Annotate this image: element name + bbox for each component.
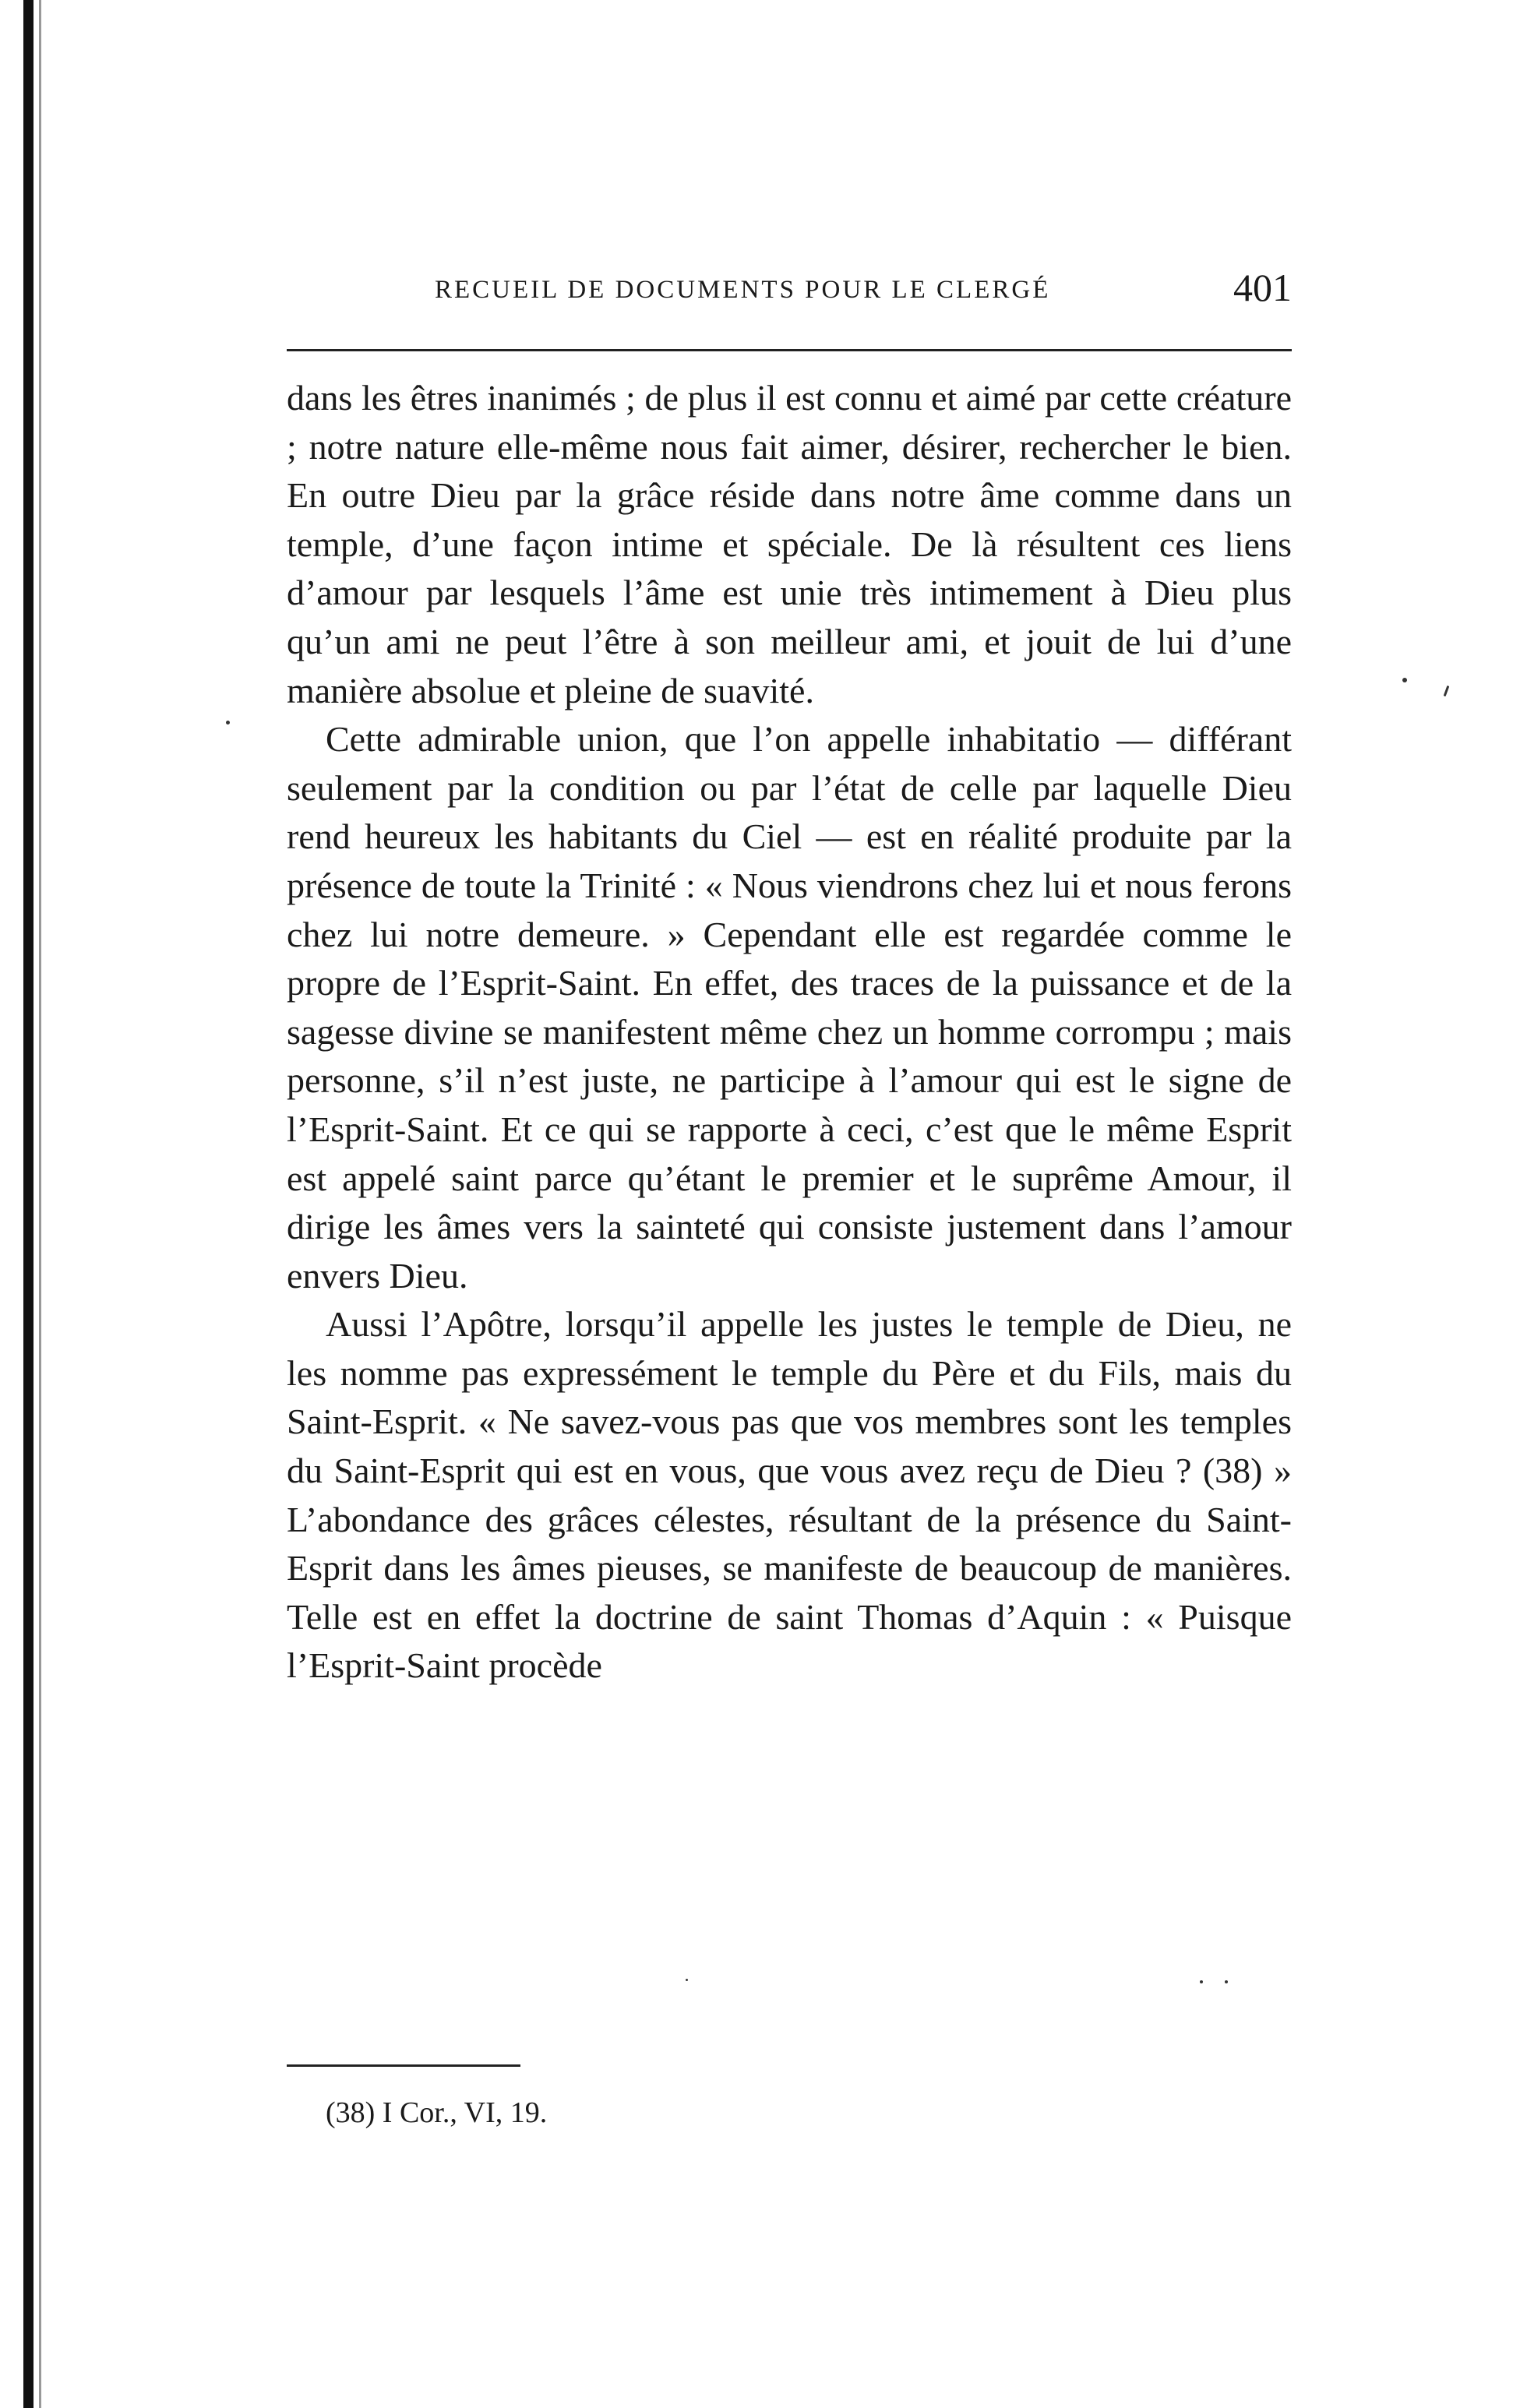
print-speck — [686, 1979, 688, 1981]
print-speck — [1200, 1980, 1203, 1983]
book-page — [287, 265, 1292, 2129]
paragraph-1: dans les êtres inanimés ; de plus il est connu et aimé par cette créature ; notre nature elle-même nous fait aimer, désirer, rechercher le bien. En outre Dieu par la grâce réside dans notre âme comme dans un temple, d’une façon intime et spéciale. De là résultent ces liens d’amour par lesquels l’âme est unie très intimement à Dieu plus qu’un ami ne peut l’être à son meilleur ami, et jouit de lui d’une manière absolue et pleine de suavité. — [287, 378, 1292, 710]
running-title: RECUEIL DE DOCUMENTS POUR LE CLERGÉ — [435, 276, 1051, 304]
print-speck — [1225, 1980, 1228, 1983]
paragraph-3: Aussi l’Apôtre, lorsqu’il appelle les justes le temple de Dieu, ne les nomme pas expressément le temple du Père et du Fils, mais du Saint-Esprit. « Ne savez-vous pas que vos membres sont les temples du Saint-Esprit qui est en vous, que vous avez reçu de Dieu ? (38) » L’abondance des grâces célestes, résultant de la présence du Saint-Esprit dans les âmes pieuses, se manifeste de beaucoup de manières. Telle est en effet la doctrine de saint Thomas d’Aquin : « Puisque l’Esprit-Saint procède — [287, 1304, 1292, 1686]
print-speck — [1444, 686, 1450, 696]
binding-edge — [23, 0, 34, 2408]
running-head — [287, 265, 1292, 327]
header-rule — [287, 349, 1292, 351]
binding-shadow — [39, 0, 41, 2408]
print-speck — [1402, 678, 1407, 682]
footnote: (38) I Cor., VI, 19. — [326, 2096, 548, 2129]
page-number: 401 — [1233, 266, 1292, 309]
footnote-rule — [287, 2064, 520, 2067]
print-speck — [226, 721, 230, 725]
body-text — [287, 374, 1292, 1691]
paragraph-2: Cette admirable union, que l’on appelle inhabitatio — différant seulement par la condition ou par l’état de celle par laquelle Dieu rend heureux les habitants du Ciel — est en réalité produite par la présence de toute la Trinité : « Nous viendrons chez lui et nous ferons chez lui notre demeure. » Cependant elle est regardée comme le propre de l’Esprit-Saint. En effet, des traces de la puissance et de la sagesse divine se manifestent même chez un homme corrompu ; mais personne, s’il n’est juste, ne participe à l’amour qui est le signe de l’Esprit-Saint. Et ce qui se rapporte à ceci, c’est que le même Esprit est appelé saint parce qu’étant le premier et le suprême Amour, il dirige les âmes vers la sainteté qui consiste justement dans l’amour envers Dieu. — [287, 719, 1292, 1296]
